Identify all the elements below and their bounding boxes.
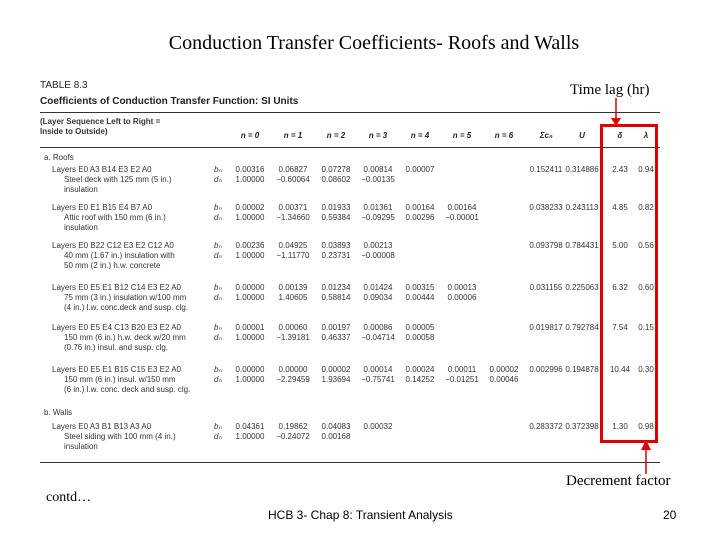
b-coefficient: 0.00236 [235, 241, 265, 250]
d-coefficient: −0.09295 [361, 213, 395, 222]
coef-label-d: dₙ [214, 213, 222, 222]
b-coefficient: 0.03893 [321, 241, 351, 250]
column-header: n = 1 [283, 131, 303, 140]
decrement-value: 0.82 [638, 203, 654, 212]
d-coefficient: 0.59384 [321, 213, 351, 222]
b-coefficient: 0.04083 [321, 422, 351, 431]
b-coefficient: 0.00000 [235, 365, 265, 374]
d-coefficient: −1.34660 [276, 213, 310, 222]
layer-description: Layers E0 A3 B14 E3 E2 A0 [52, 165, 152, 174]
time-lag-value: 4.85 [612, 203, 628, 212]
layer-description: (4 in.) l.w. conc.deck and susp. clg. [64, 303, 189, 312]
b-coefficient: 0.19862 [278, 422, 308, 431]
d-coefficient: 0.00296 [405, 213, 435, 222]
column-header: n = 4 [410, 131, 430, 140]
d-coefficient: 1.00000 [235, 175, 265, 184]
layer-description: (6 in.) l.w. conc. deck and susp. clg. [64, 385, 191, 394]
d-coefficient: 0.00046 [489, 375, 519, 384]
b-coefficient: 0.00060 [278, 323, 308, 332]
section-label: b. Walls [44, 408, 73, 417]
layer-description: 75 mm (3 in.) insulation w/100 mm [64, 293, 187, 302]
column-header: Σcₙ [539, 131, 553, 140]
b-coefficient: 0.01933 [321, 203, 351, 212]
sum-c: 0.038233 [529, 203, 563, 212]
d-coefficient: 1.00000 [235, 432, 265, 441]
coef-label-d: dₙ [214, 251, 222, 260]
coef-label-d: dₙ [214, 293, 222, 302]
b-coefficient: 0.00007 [405, 165, 435, 174]
footer-course: HCB 3- Chap 8: Transient Analysis [268, 508, 453, 522]
d-coefficient: −0.00001 [445, 213, 479, 222]
b-coefficient: 0.00005 [405, 323, 435, 332]
section-label: a. Roofs [44, 153, 74, 162]
u-value: 0.372398 [565, 422, 599, 431]
b-coefficient: 0.00371 [278, 203, 308, 212]
layer-description: Layers E0 B22 C12 E3 E2 C12 A0 [52, 241, 174, 250]
d-coefficient: −0.24072 [276, 432, 310, 441]
coef-label-b: bₙ [214, 165, 222, 174]
b-coefficient: 0.00315 [405, 283, 435, 292]
b-coefficient: 0.00316 [235, 165, 265, 174]
d-coefficient: 0.23731 [321, 251, 351, 260]
coef-label-b: bₙ [214, 241, 222, 250]
b-coefficient: 0.00032 [363, 422, 393, 431]
decrement-value: 0.60 [638, 283, 654, 292]
sum-c: 0.002996 [529, 365, 563, 374]
b-coefficient: 0.00139 [278, 283, 308, 292]
d-coefficient: 0.08602 [321, 175, 351, 184]
sequence-header-line2: Inside to Outside) [40, 127, 108, 136]
b-coefficient: 0.00197 [321, 323, 351, 332]
sum-c: 0.019817 [529, 323, 563, 332]
d-coefficient: −2.29459 [276, 375, 310, 384]
layer-description: 150 mm (6 in.) h.w. deck w/20 mm [64, 333, 186, 342]
time-lag-value: 1.30 [612, 422, 628, 431]
coef-label-d: dₙ [214, 375, 222, 384]
d-coefficient: −0.75741 [361, 375, 395, 384]
coef-label-d: dₙ [214, 175, 222, 184]
layer-description: 40 mm (1.67 in.) insulation with [64, 251, 175, 260]
u-value: 0.243113 [565, 203, 599, 212]
u-value: 0.194878 [565, 365, 599, 374]
decrement-value: 0.15 [638, 323, 654, 332]
b-coefficient: 0.00002 [489, 365, 519, 374]
b-coefficient: 0.00164 [405, 203, 435, 212]
slide-title: Conduction Transfer Coefficients- Roofs and Walls [168, 32, 580, 54]
layer-description: insulation [64, 442, 98, 451]
time-lag-value: 2.43 [612, 165, 628, 174]
layer-description: 50 mm (2 in.) h.w. concrete [64, 261, 161, 270]
d-coefficient: 1.40605 [278, 293, 308, 302]
b-coefficient: 0.00002 [321, 365, 351, 374]
decrement-factor-label: Decrement factor [566, 473, 671, 489]
time-lag-arrow [600, 98, 630, 128]
column-header: n = 2 [326, 131, 346, 140]
table-number: TABLE 8.3 [40, 80, 88, 91]
b-coefficient: 0.00814 [363, 165, 393, 174]
layer-description: insulation [64, 185, 98, 194]
table-header-rule [40, 147, 660, 148]
b-coefficient: 0.04925 [278, 241, 308, 250]
d-coefficient: 1.00000 [235, 251, 265, 260]
sequence-header-line1: (Layer Sequence Left to Right = [40, 117, 161, 126]
sum-c: 0.283372 [529, 422, 563, 431]
d-coefficient: −0.60064 [276, 175, 310, 184]
b-coefficient: 0.00013 [447, 283, 477, 292]
b-coefficient: 0.00086 [363, 323, 393, 332]
layer-description: Layers E0 E5 E1 B15 C15 E3 E2 A0 [52, 365, 181, 374]
d-coefficient: 0.00058 [405, 333, 435, 342]
d-coefficient: 1.00000 [235, 333, 265, 342]
decrement-value: 0.56 [638, 241, 654, 250]
coef-label-d: dₙ [214, 432, 222, 441]
u-value: 0.784431 [565, 241, 599, 250]
sum-c: 0.031155 [529, 283, 563, 292]
b-coefficient: 0.00000 [235, 283, 265, 292]
b-coefficient: 0.04361 [235, 422, 265, 431]
layer-description: (0.76 in.) insul. and susp. clg. [64, 343, 169, 352]
coef-label-b: bₙ [214, 203, 222, 212]
d-coefficient: 1.00000 [235, 375, 265, 384]
layer-description: Layers E0 E5 E1 B12 C14 E3 E2 A0 [52, 283, 181, 292]
d-coefficient: 0.58814 [321, 293, 351, 302]
d-coefficient: 0.00444 [405, 293, 435, 302]
d-coefficient: −1.39181 [276, 333, 310, 342]
d-coefficient: 0.46337 [321, 333, 351, 342]
column-header: n = 0 [240, 131, 260, 140]
layer-description: Layers E0 A3 B1 B13 A3 A0 [52, 422, 152, 431]
b-coefficient: 0.00014 [363, 365, 393, 374]
time-lag-label: Time lag (hr) [570, 82, 650, 98]
d-coefficient: −1.11770 [276, 251, 310, 260]
layer-description: Layers E0 E5 E4 C13 B20 E3 E2 A0 [52, 323, 181, 332]
coef-label-d: dₙ [214, 333, 222, 342]
d-coefficient: −0.04714 [361, 333, 395, 342]
b-coefficient: 0.01424 [363, 283, 393, 292]
d-coefficient: 0.00168 [321, 432, 351, 441]
b-coefficient: 0.00024 [405, 365, 435, 374]
d-coefficient: 1.00000 [235, 213, 265, 222]
layer-description: 150 mm (6 in.) insul. w/150 mm [64, 375, 176, 384]
time-lag-value: 6.32 [612, 283, 628, 292]
column-header: δ [617, 131, 623, 140]
decrement-value: 0.94 [638, 165, 654, 174]
layer-description: insulation [64, 223, 98, 232]
column-header: n = 3 [368, 131, 388, 140]
u-value: 0.792784 [565, 323, 599, 332]
sum-c: 0.093798 [529, 241, 563, 250]
b-coefficient: 0.00213 [363, 241, 393, 250]
d-coefficient: 0.14252 [405, 375, 435, 384]
decrement-value: 0.30 [638, 365, 654, 374]
d-coefficient: −0.01251 [445, 375, 479, 384]
layer-description: Layers E0 E1 B15 E4 B7 A0 [52, 203, 153, 212]
u-value: 0.225063 [565, 283, 599, 292]
d-coefficient: 0.00006 [447, 293, 477, 302]
u-value: 0.314886 [565, 165, 599, 174]
d-coefficient: −0.00008 [361, 251, 395, 260]
layer-description: Steel deck with 125 mm (5 in.) [64, 175, 172, 184]
b-coefficient: 0.00002 [235, 203, 265, 212]
table-bottom-rule [40, 462, 660, 463]
layer-description: Steel siding with 100 mm (4 in.) [64, 432, 176, 441]
coef-label-b: bₙ [214, 365, 222, 374]
d-coefficient: −0.00135 [361, 175, 395, 184]
column-header: n = 5 [452, 131, 472, 140]
b-coefficient: 0.00164 [447, 203, 477, 212]
highlight-box [600, 124, 658, 443]
b-coefficient: 0.07278 [321, 165, 351, 174]
sum-c: 0.152411 [529, 165, 563, 174]
coef-label-b: bₙ [214, 422, 222, 431]
time-lag-value: 5.00 [612, 241, 628, 250]
d-coefficient: 1.93694 [321, 375, 351, 384]
coef-label-b: bₙ [214, 323, 222, 332]
coef-label-b: bₙ [214, 283, 222, 292]
b-coefficient: 0.01361 [363, 203, 393, 212]
time-lag-value: 7.54 [612, 323, 628, 332]
b-coefficient: 0.00000 [278, 365, 308, 374]
b-coefficient: 0.06827 [278, 165, 308, 174]
column-header: n = 6 [494, 131, 514, 140]
contd-label: contd… [46, 490, 92, 505]
column-header: λ [643, 131, 649, 140]
time-lag-value: 10.44 [609, 365, 631, 374]
d-coefficient: 1.00000 [235, 293, 265, 302]
table-top-rule [40, 112, 660, 113]
table-caption: Coefficients of Conduction Transfer Function: SI Units [40, 96, 299, 107]
decrement-arrow [630, 438, 660, 476]
b-coefficient: 0.00001 [235, 323, 265, 332]
page-number: 20 [663, 508, 677, 522]
b-coefficient: 0.00011 [447, 365, 477, 374]
layer-description: Attic roof with 150 mm (6 in.) [64, 213, 166, 222]
decrement-value: 0.98 [638, 422, 654, 431]
column-header: U [579, 131, 585, 140]
b-coefficient: 0.01234 [321, 283, 351, 292]
d-coefficient: 0.09034 [363, 293, 393, 302]
